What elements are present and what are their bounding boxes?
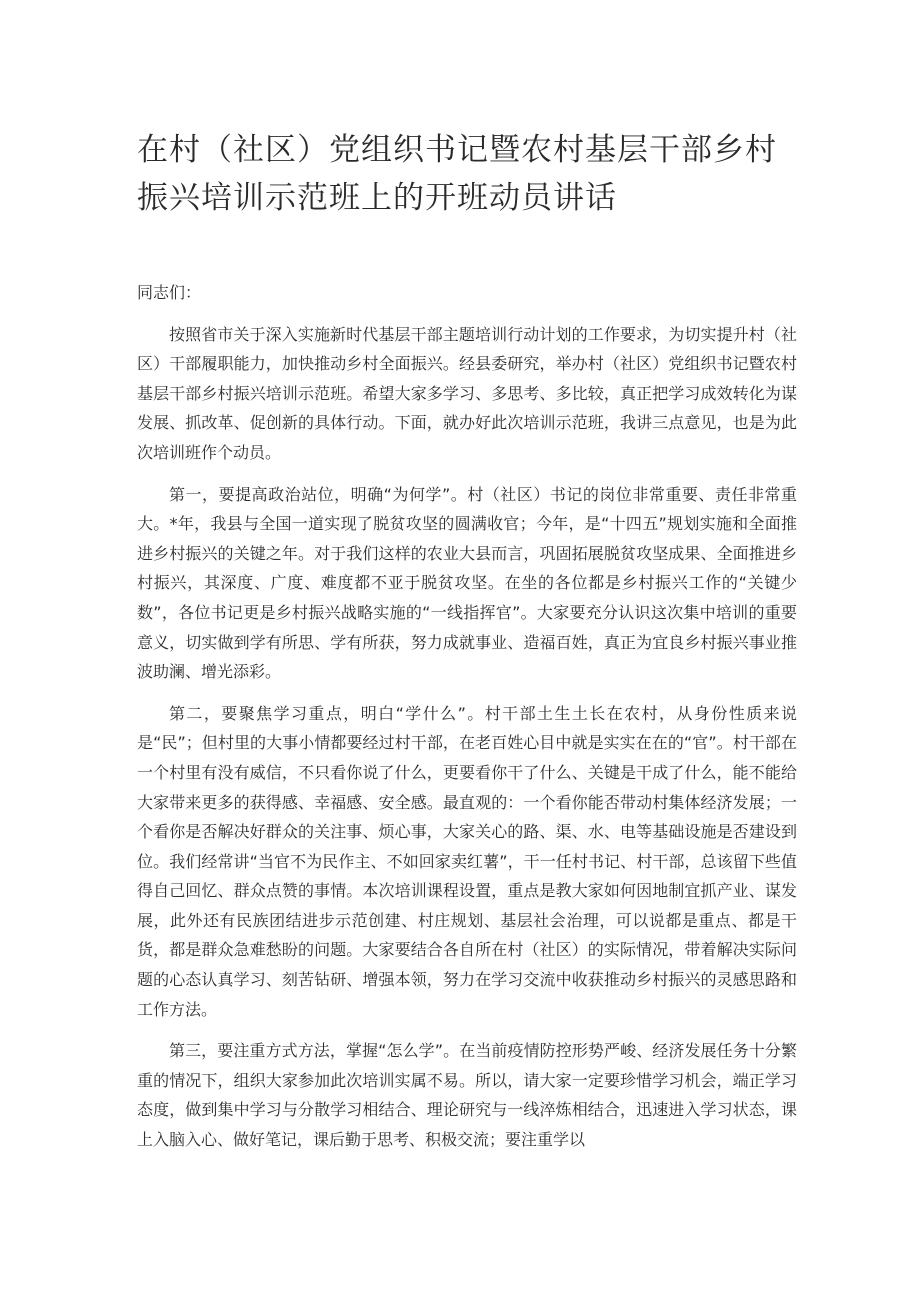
document-title: 在村（社区）党组织书记暨农村基层干部乡村振兴培训示范班上的开班动员讲话 [137,132,777,216]
salutation: 同志们： [137,283,202,302]
paragraph-second-point: 第二，要聚焦学习重点，明白“学什么”。村干部土生土长在农村，从身份性质来说是“民”；但村里的大事小情都要经过村干部，在老百姓心目中就是实实在在的“官”。村干部在一个村里有没有威信，不只看你说了什么，更要看你干了什么、关键是干成了什么，能不能给大家带来更多的获得感、幸福感、安全感。最直观的：一个看你能否带动村集体经济发展；一个看你是否解决好群众的关注事、烦心事，大家关心的路、渠、水、电等基础设施是否建设到位。我们经常讲“当官不为民作主、不如回家卖红薯”，干一任村书记、村干部，总该留下些值得自己回忆、群众点赞的事情。本次培训课程设置，重点是教大家如何因地制宜抓产业、谋发展，此外还有民族团结进步示范创建、村庄规划、基层社会治理，可以说都是重点、都是干货，都是群众急难愁盼的问题。大家要结合各自所在村（社区）的实际情况，带着解决实际问题的心态认真学习、刻苦钻研、增强本领，努力在学习交流中收获推动乡村振兴的灵感思路和工作方法。 [137,703,797,1019]
paragraph-third-point: 第三，要注重方式方法，掌握“怎么学”。在当前疫情防控形势严峻、经济发展任务十分繁重的情况下，组织大家参加此次培训实属不易。所以，请大家一定要珍惜学习机会，端正学习态度，做到集中学习与分散学习相结合、理论研究与一线淬炼相结合，迅速进入学习状态，课上入脑入心、做好笔记，课后勤于思考、积极交流；要注重学以 [137,1041,797,1150]
paragraph-intro: 按照省市关于深入实施新时代基层干部主题培训行动计划的工作要求，为切实提升村（社区）干部履职能力，加快推动乡村全面振兴。经县委研究，举办村（社区）党组织书记暨农村基层干部乡村振兴培训示范班。希望大家多学习、多思考、多比较，真正把学习成效转化为谋发展、抓改革、促创新的具体行动。下面，就办好此次培训示范班，我讲三点意见，也是为此次培训班作个动员。 [137,324,797,462]
document-body [137,278,797,1167]
paragraph-first-point: 第一，要提高政治站位，明确“为何学”。村（社区）书记的岗位非常重要、责任非常重大。*年，我县与全国一道实现了脱贫攻坚的圆满收官；今年，是“十四五”规划实施和全面推进乡村振兴的关键之年。对于我们这样的农业大县而言，巩固拓展脱贫攻坚成果、全面推进乡村振兴，其深度、广度、难度都不亚于脱贫攻坚。在坐的各位都是乡村振兴工作的“关键少数”，各位书记更是乡村振兴战略实施的“一线指挥官”。大家要充分认识这次集中培训的重要意义，切实做到学有所思、学有所获，努力成就事业、造福百姓，真正为宜良乡村振兴事业推波助澜、增光添彩。 [137,484,797,682]
